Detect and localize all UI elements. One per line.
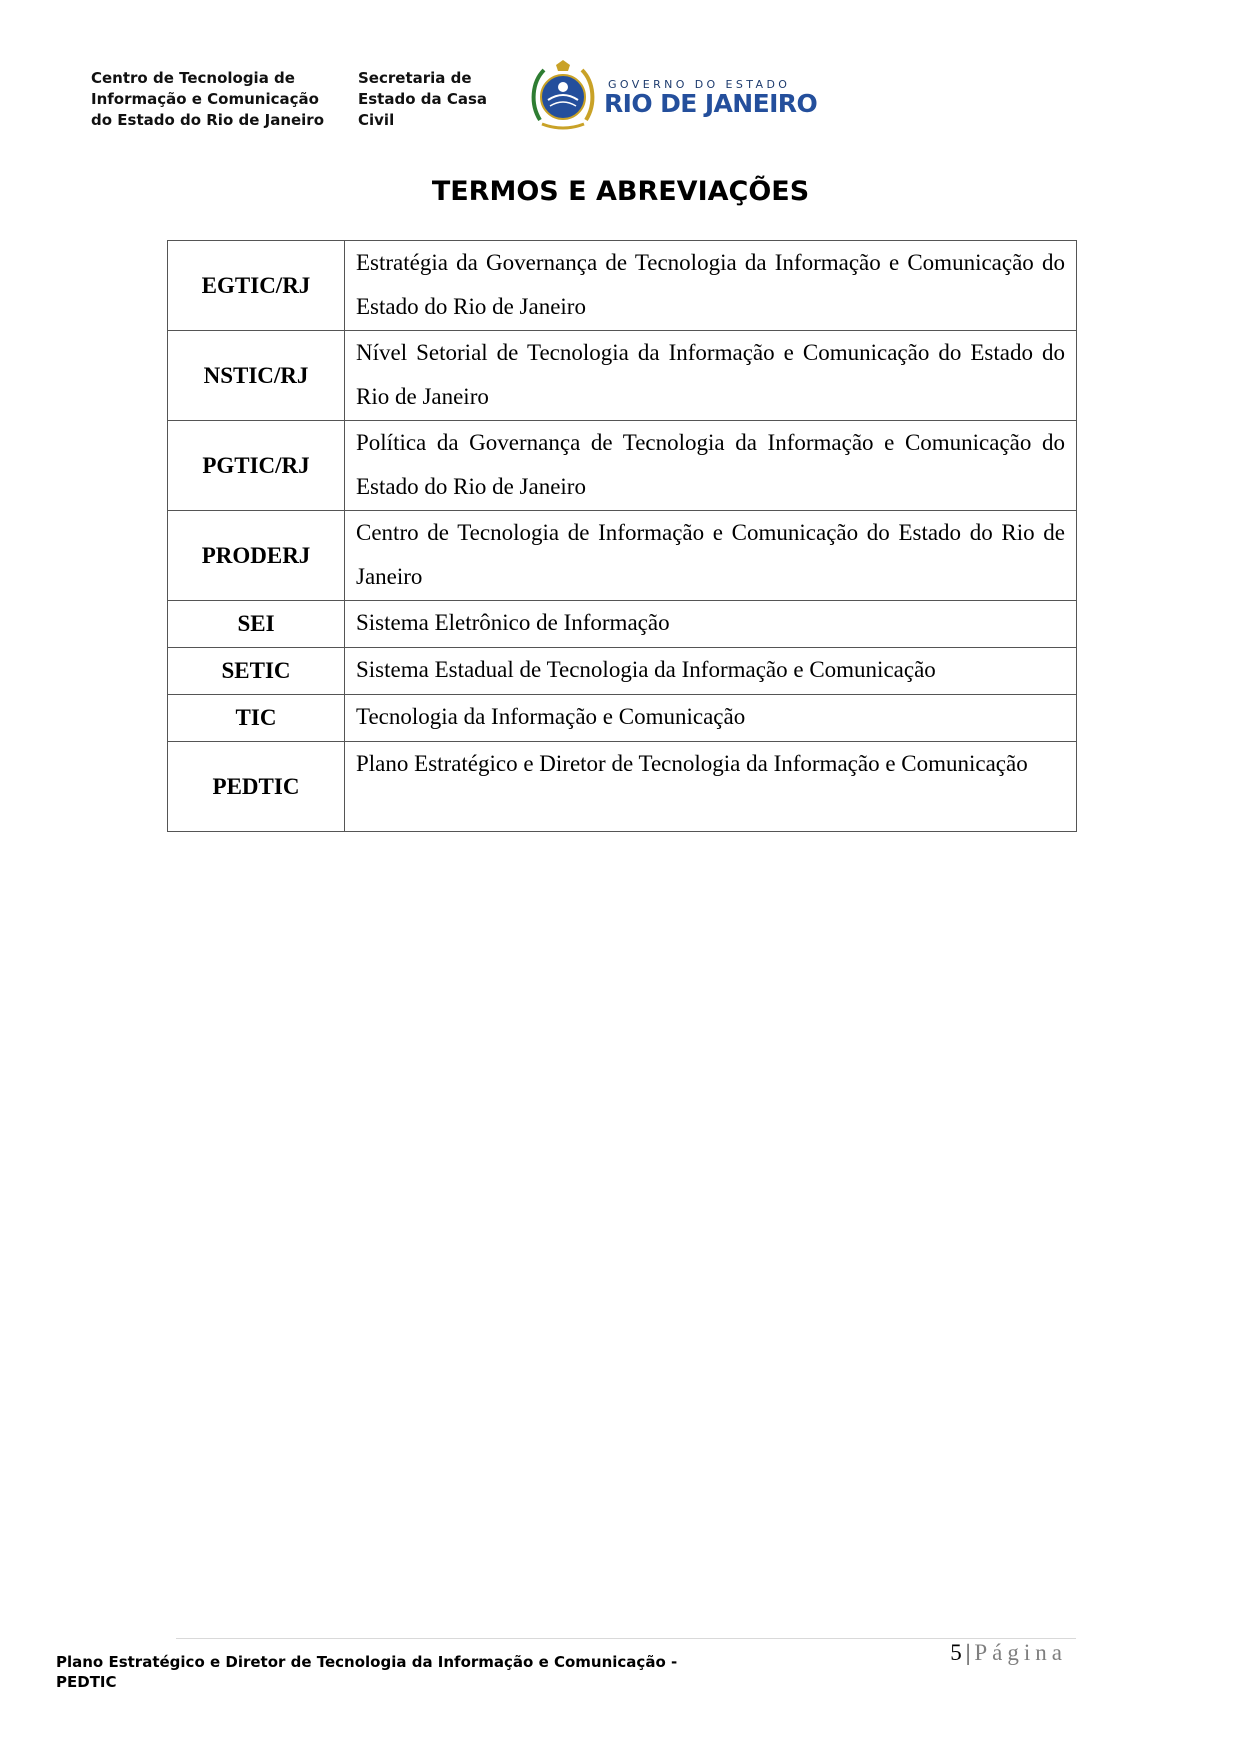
term-description [345, 742, 1077, 832]
term-abbreviation: PGTIC/RJ [168, 421, 345, 511]
header-org-line: Estado da Casa [358, 90, 487, 108]
table-row [168, 742, 1077, 832]
term-description [345, 648, 1077, 695]
term-description-text: Nível Setorial de Tecnologia da Informação e Comunicação do Estado do Rio de Janeiro [356, 340, 1065, 409]
term-description [345, 241, 1077, 331]
state-coat-of-arms-icon [528, 60, 598, 134]
term-description [345, 421, 1077, 511]
table-row [168, 511, 1077, 601]
page-number: 5 [950, 1640, 962, 1665]
term-description [345, 331, 1077, 421]
term-description-text: Sistema Estadual de Tecnologia da Informação e Comunicação [356, 657, 936, 682]
page-separator: | [965, 1640, 971, 1665]
term-abbreviation: EGTIC/RJ [168, 241, 345, 331]
header-org-line: Civil [358, 111, 395, 129]
header-org-line: Secretaria de [358, 69, 472, 87]
table-row [168, 241, 1077, 331]
term-description [345, 511, 1077, 601]
table-row [168, 331, 1077, 421]
terms-table [167, 240, 1077, 832]
term-description [345, 695, 1077, 742]
table-row [168, 601, 1077, 648]
page-word: Página [974, 1640, 1067, 1665]
header-org-casa-civil [358, 68, 487, 131]
logo-text-governo: GOVERNO DO ESTADO [608, 78, 791, 91]
term-description-text: Tecnologia da Informação e Comunicação [356, 704, 746, 729]
term-abbreviation: PRODERJ [168, 511, 345, 601]
footer-divider [176, 1638, 1076, 1639]
term-abbreviation: TIC [168, 695, 345, 742]
government-logo [528, 60, 818, 134]
term-description-text: Centro de Tecnologia de Informação e Comunicação do Estado do Rio de Janeiro [356, 520, 1065, 589]
term-abbreviation: SETIC [168, 648, 345, 695]
footer-page-number [950, 1640, 1067, 1666]
term-abbreviation: PEDTIC [168, 742, 345, 832]
footer-document-title: Plano Estratégico e Diretor de Tecnologia da Informação e Comunicação - PEDTIC [56, 1653, 678, 1691]
table-row [168, 648, 1077, 695]
term-description [345, 601, 1077, 648]
term-description-text: Sistema Eletrônico de Informação [356, 610, 670, 635]
header-org-line: do Estado do Rio de Janeiro [91, 111, 325, 129]
table-row [168, 695, 1077, 742]
term-description-text: Política da Governança de Tecnologia da Informação e Comunicação do Estado do Rio de Janeiro [356, 430, 1065, 499]
header-org-line: Informação e Comunicação [91, 90, 319, 108]
page-title: TERMOS E ABREVIAÇÕES [431, 176, 810, 207]
header-org-proderj [91, 68, 324, 131]
logo-text-rio-de-janeiro: RIO DE JANEIRO [604, 89, 818, 118]
term-abbreviation: NSTIC/RJ [168, 331, 345, 421]
term-description-text: Estratégia da Governança de Tecnologia da Informação e Comunicação do Estado do Rio de Janeiro [356, 250, 1065, 319]
term-description-text: Plano Estratégico e Diretor de Tecnologia da Informação e Comunicação [356, 751, 1028, 776]
header-org-line: Centro de Tecnologia de [91, 69, 295, 87]
table-row [168, 421, 1077, 511]
term-abbreviation: SEI [168, 601, 345, 648]
